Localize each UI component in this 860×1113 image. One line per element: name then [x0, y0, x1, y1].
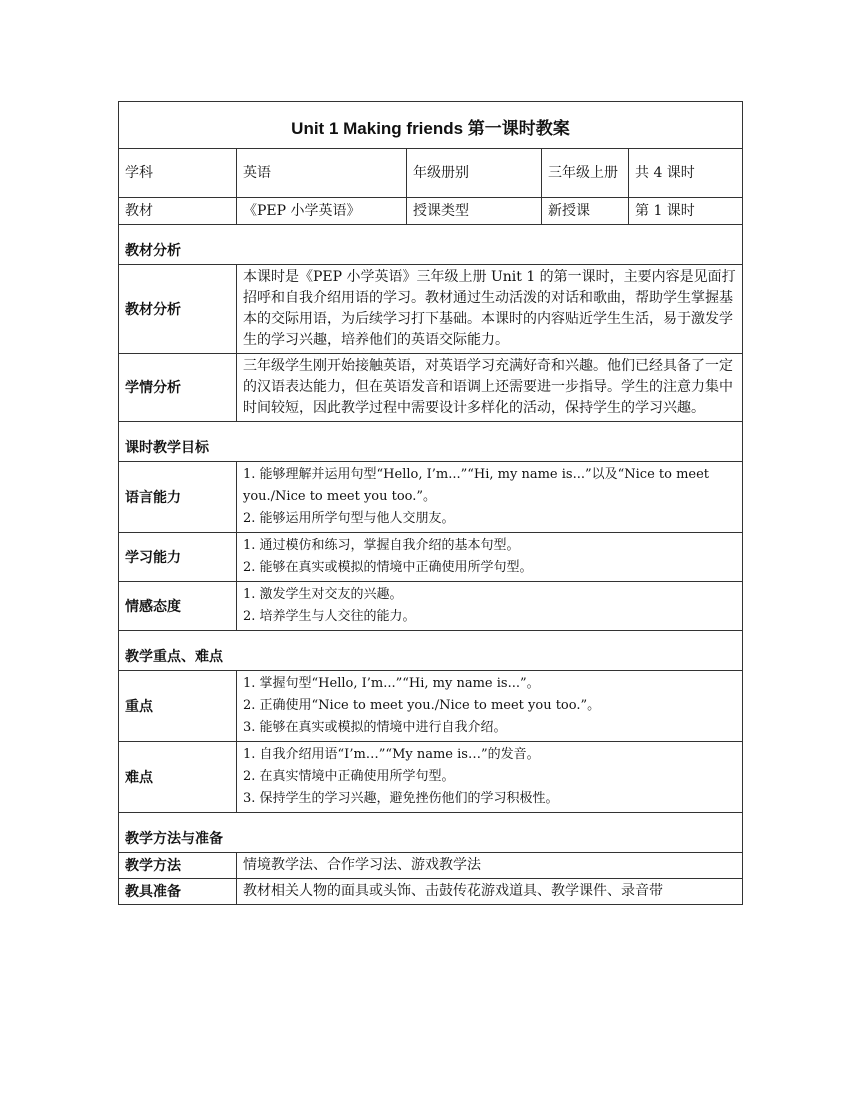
section-heading-objectives: 课时教学目标	[119, 422, 743, 462]
language-ability-label: 语言能力	[119, 462, 237, 533]
emotion-attitude-content	[237, 582, 743, 631]
language-ability-row	[119, 462, 743, 533]
key-points-row	[119, 671, 743, 742]
student-analysis-label: 学情分析	[119, 354, 237, 422]
textbook-label: 教材	[119, 198, 237, 225]
material-analysis-label: 教材分析	[119, 265, 237, 354]
section-keypoints-row	[119, 631, 743, 671]
learning-ability-row	[119, 533, 743, 582]
grade-label: 年级册别	[407, 149, 542, 198]
list-item: 1. 激发学生对交友的兴趣。	[243, 587, 403, 602]
key-points-content	[237, 671, 743, 742]
list-item: 2. 能够运用所学句型与他人交朋友。	[243, 511, 455, 526]
list-item: 2. 能够在真实或模拟的情境中正确使用所学句型。	[243, 560, 533, 575]
emotion-attitude-label: 情感态度	[119, 582, 237, 631]
textbook-value: 《PEP 小学英语》	[237, 198, 407, 225]
list-item: 1. 自我介绍用语“I’m…”“My name is…”的发音。	[243, 747, 540, 762]
info-row-1	[119, 149, 743, 198]
material-analysis-text: 本课时是《PEP 小学英语》三年级上册 Unit 1 的第一课时，主要内容是见面打招呼和自我介绍用语的学习。教材通过生动活泼的对话和歌曲，帮助学生掌握基本的交际用语，为后续学习打下基础。本课时的内容贴近学生生活，易于激发学生的学习兴趣，培养他们的英语交际能力。	[237, 265, 743, 354]
learning-ability-label: 学习能力	[119, 533, 237, 582]
list-item: 1. 掌握句型“Hello, I’m...”“Hi, my name is...”。	[243, 676, 540, 691]
difficult-points-content	[237, 742, 743, 813]
section-heading-methods: 教学方法与准备	[119, 813, 743, 853]
type-label: 授课类型	[407, 198, 542, 225]
section-methods-row	[119, 813, 743, 853]
list-item: 1. 能够理解并运用句型“Hello, I’m...”“Hi, my name is...”以及“Nice to meet you./Nice to meet you too.”。	[243, 467, 710, 504]
key-points-list	[243, 673, 736, 739]
difficult-points-row	[119, 742, 743, 813]
teaching-aids-label: 教具准备	[119, 879, 237, 905]
list-item: 3. 能够在真实或模拟的情境中进行自我介绍。	[243, 720, 507, 735]
lesson-plan-table	[118, 101, 743, 905]
info-row-2	[119, 198, 743, 225]
list-item: 1. 通过模仿和练习，掌握自我介绍的基本句型。	[243, 538, 520, 553]
teaching-aids-text: 教材相关人物的面具或头饰、击鼓传花游戏道具、教学课件、录音带	[237, 879, 743, 905]
teaching-aids-row	[119, 879, 743, 905]
title-row	[119, 102, 743, 149]
section-analysis-row	[119, 225, 743, 265]
subject-label: 学科	[119, 149, 237, 198]
language-ability-content	[237, 462, 743, 533]
language-ability-list	[243, 464, 736, 530]
learning-ability-list	[243, 535, 736, 579]
material-analysis-row	[119, 265, 743, 354]
key-points-label: 重点	[119, 671, 237, 742]
section-heading-analysis: 教材分析	[119, 225, 743, 265]
list-item: 2. 在真实情境中正确使用所学句型。	[243, 769, 455, 784]
student-analysis-row	[119, 354, 743, 422]
list-item: 3. 保持学生的学习兴趣，避免挫伤他们的学习积极性。	[243, 791, 559, 806]
lesson-plan-document	[118, 101, 742, 905]
hours-value: 共 4 课时	[629, 149, 743, 198]
teaching-method-label: 教学方法	[119, 853, 237, 879]
document-title: Unit 1 Making friends 第一课时教案	[119, 102, 743, 149]
difficult-points-label: 难点	[119, 742, 237, 813]
list-item: 2. 培养学生与人交往的能力。	[243, 609, 416, 624]
section-objectives-row	[119, 422, 743, 462]
lesson-value: 第 1 课时	[629, 198, 743, 225]
teaching-method-row	[119, 853, 743, 879]
teaching-method-text: 情境教学法、合作学习法、游戏教学法	[237, 853, 743, 879]
difficult-points-list	[243, 744, 736, 810]
list-item: 2. 正确使用“Nice to meet you./Nice to meet you too.”。	[243, 698, 601, 713]
learning-ability-content	[237, 533, 743, 582]
grade-value: 三年级上册	[542, 149, 629, 198]
emotion-attitude-row	[119, 582, 743, 631]
subject-value: 英语	[237, 149, 407, 198]
emotion-attitude-list	[243, 584, 736, 628]
type-value: 新授课	[542, 198, 629, 225]
student-analysis-text: 三年级学生刚开始接触英语，对英语学习充满好奇和兴趣。他们已经具备了一定的汉语表达能力，但在英语发音和语调上还需要进一步指导。学生的注意力集中时间较短，因此教学过程中需要设计多样化的活动，保持学生的学习兴趣。	[237, 354, 743, 422]
section-heading-keypoints: 教学重点、难点	[119, 631, 743, 671]
